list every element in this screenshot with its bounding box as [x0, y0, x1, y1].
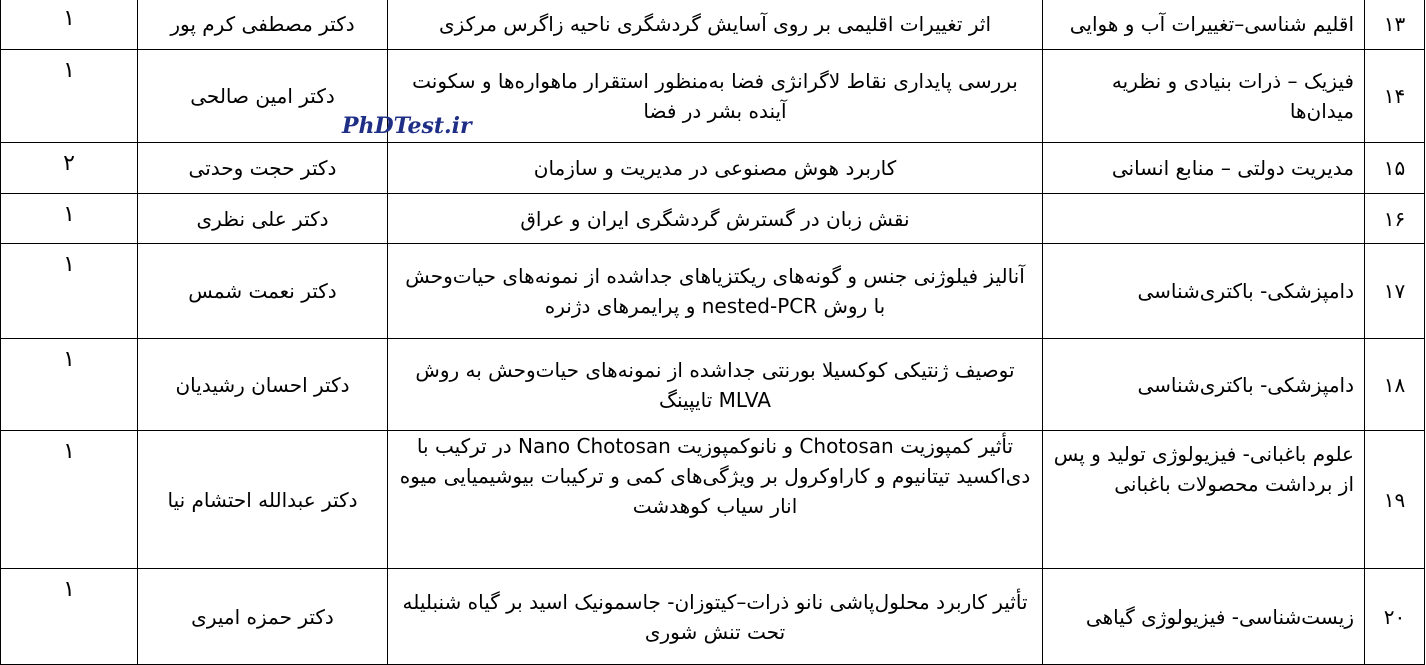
supervisor-cell: دکتر امین صالحی [138, 50, 388, 143]
row-number: ۱۸ [1365, 339, 1425, 431]
count-cell: ۱ [1, 194, 138, 244]
row-number: ۲۰ [1365, 569, 1425, 665]
row-number: ۱۵ [1365, 143, 1425, 194]
supervisor-cell: دکتر مصطفی کرم پور [138, 0, 388, 50]
field-cell: اقلیم شناسی–تغییرات آب و هوایی [1043, 0, 1365, 50]
title-cell: تأثیر کمپوزیت Chotosan و نانوکمپوزیت Nano Chotosan در ترکیب با دی‌اکسید تیتانیوم و کاراوکرول بر ویژگی‌های کمی و ترکیبات بیوشیمیایی میوه انار سیاب کوهدشت [388, 431, 1043, 569]
supervisor-cell: دکتر حمزه امیری [138, 569, 388, 665]
table-row [1, 0, 1425, 50]
table-row [1, 50, 1425, 143]
count-cell: ۱ [1, 50, 138, 143]
supervisor-cell: دکتر حجت وحدتی [138, 143, 388, 194]
count-cell: ۱ [1, 569, 138, 665]
table-row [1, 569, 1425, 665]
count-cell: ۱ [1, 0, 138, 50]
title-cell: بررسی پایداری نقاط لاگرانژی فضا به‌منظور استقرار ماهواره‌ها و سکونت آینده بشر در فضا [388, 50, 1043, 143]
title-cell: نقش زبان در گسترش گردشگری ایران و عراق [388, 194, 1043, 244]
table-row [1, 143, 1425, 194]
supervisor-cell: دکتر احسان رشیدیان [138, 339, 388, 431]
count-cell: ۱ [1, 431, 138, 569]
row-number: ۱۹ [1365, 431, 1425, 569]
table-row [1, 431, 1425, 569]
row-number: ۱۴ [1365, 50, 1425, 143]
title-cell: اثر تغییرات اقلیمی بر روی آسایش گردشگری ناحیه زاگرس مرکزی [388, 0, 1043, 50]
field-cell: مدیریت دولتی – منابع انسانی [1043, 143, 1365, 194]
count-cell: ۱ [1, 339, 138, 431]
title-cell: کاربرد هوش مصنوعی در مدیریت و سازمان [388, 143, 1043, 194]
title-cell: تأثیر کاربرد محلول‌پاشی نانو ذرات–کیتوزان- جاسمونیک اسید بر گیاه شنبلیله تحت تنش شوری [388, 569, 1043, 665]
title-cell: آنالیز فیلوژنی جنس و گونه‌های ریکتزیاهای جداشده از نمونه‌های حیات‌وحش با روش nested-PCR و پرایمرهای دژنره [388, 244, 1043, 339]
field-cell: دامپزشکی- باکتری‌شناسی [1043, 339, 1365, 431]
supervisor-cell: دکتر عبدالله احتشام نیا [138, 431, 388, 569]
table-row [1, 194, 1425, 244]
row-number: ۱۳ [1365, 0, 1425, 50]
count-cell: ۱ [1, 244, 138, 339]
title-cell: توصیف ژنتیکی کوکسیلا بورنتی جداشده از نمونه‌های حیات‌وحش به روش MLVA تایپینگ [388, 339, 1043, 431]
field-cell: دامپزشکی- باکتری‌شناسی [1043, 244, 1365, 339]
field-cell [1043, 194, 1365, 244]
row-number: ۱۶ [1365, 194, 1425, 244]
supervisor-cell: دکتر نعمت شمس [138, 244, 388, 339]
table-row [1, 339, 1425, 431]
watermark: PhDTest.ir [342, 113, 472, 139]
field-cell: زیست‌شناسی- فیزیولوژی گیاهی [1043, 569, 1365, 665]
count-cell: ۲ [1, 143, 138, 194]
field-cell: فیزیک – ذرات بنیادی و نظریه میدان‌ها [1043, 50, 1365, 143]
field-cell: علوم باغبانی- فیزیولوژی تولید و پس از برداشت محصولات باغبانی [1043, 431, 1365, 569]
table-row [1, 244, 1425, 339]
supervisor-cell: دکتر علی نظری [138, 194, 388, 244]
row-number: ۱۷ [1365, 244, 1425, 339]
